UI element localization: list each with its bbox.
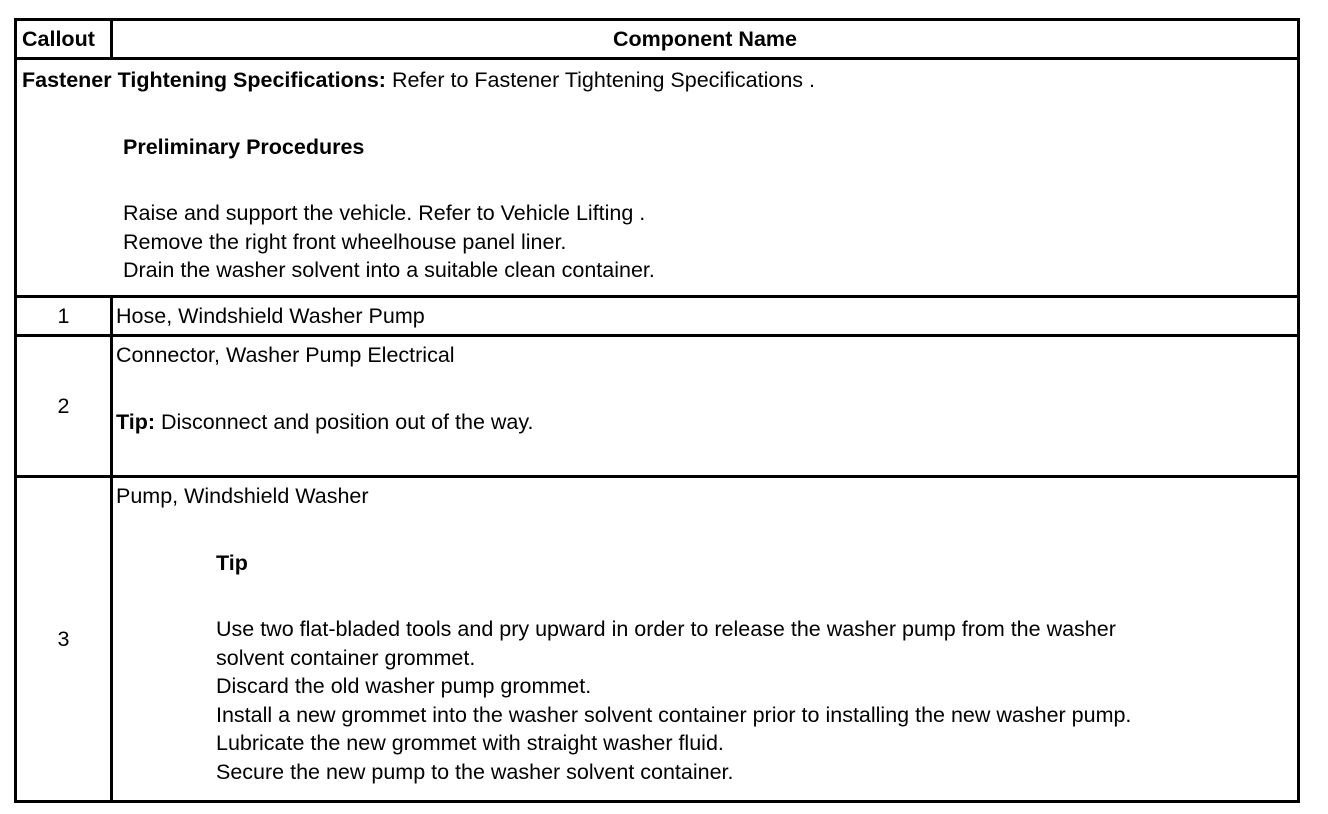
component-name: Pump, Windshield Washer (116, 484, 369, 508)
fastener-spec-line (22, 66, 1291, 95)
table-row (16, 477, 1299, 802)
header-callout: Callout (16, 20, 112, 59)
table-row (16, 336, 1299, 477)
tip-line: solvent container grommet. (216, 645, 476, 670)
tip-line: Secure the new pump to the washer solvent container. (216, 759, 734, 784)
callout-number: 3 (16, 477, 112, 802)
tip-line: Use two flat-bladed tools and pry upward in order to release the washer pump from the washer (216, 617, 1116, 641)
component-cell (112, 477, 1299, 802)
tip-line: Lubricate the new grommet with straight washer fluid. (216, 731, 724, 755)
callout-number: 2 (16, 336, 112, 477)
tip-line: Install a new grommet into the washer solvent container prior to installing the new washer pump. (216, 702, 1132, 727)
tip-line: Discard the old washer pump grommet. (216, 674, 592, 698)
callout-number: 1 (16, 297, 112, 336)
preliminary-steps (22, 199, 1291, 285)
tip-line (116, 408, 1291, 437)
tip-label: Tip: (116, 409, 156, 434)
fastener-spec-label: Fastener Tightening Specifications: (22, 68, 386, 92)
preliminary-title: Preliminary Procedures (123, 134, 365, 159)
component-cell (112, 336, 1299, 477)
spec-cell (16, 59, 1299, 297)
preliminary-step: Drain the washer solvent into a suitable clean container. (123, 258, 655, 282)
tip-title: Tip (216, 550, 248, 575)
spec-row (16, 59, 1299, 297)
preliminary-step: Raise and support the vehicle. Refer to Vehicle Lifting . (123, 201, 646, 225)
component-name: Hose, Windshield Washer Pump (112, 297, 1299, 336)
table-row (16, 297, 1299, 336)
tip-text: Disconnect and position out of the way. (155, 409, 534, 434)
table-header-row (16, 20, 1299, 59)
component-table (14, 18, 1300, 803)
fastener-spec-text: Refer to Fastener Tightening Specifications . (385, 68, 816, 92)
header-component-name: Component Name (112, 20, 1299, 59)
component-name: Connector, Washer Pump Electrical (116, 343, 455, 367)
preliminary-step: Remove the right front wheelhouse panel liner. (123, 229, 567, 254)
tip-lines (116, 615, 1291, 786)
